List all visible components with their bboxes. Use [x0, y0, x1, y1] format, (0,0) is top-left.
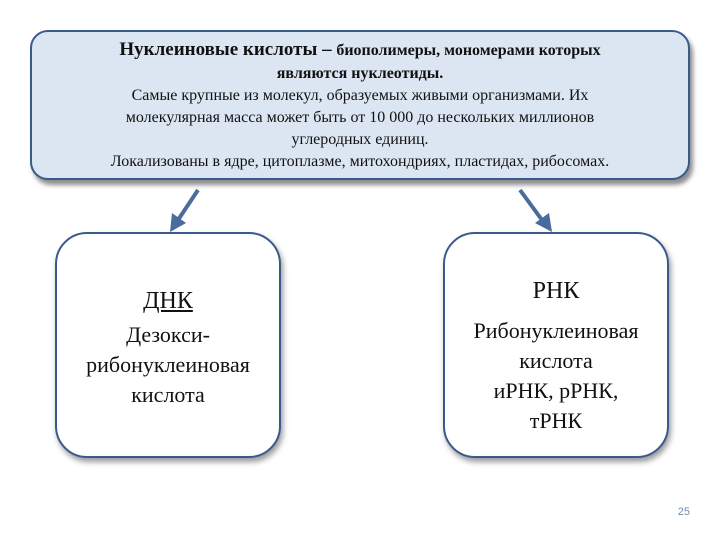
rna-line-2: кислота — [519, 348, 593, 373]
arrow-to-rna — [520, 190, 552, 232]
rna-line-3: иРНК, рРНК, — [493, 378, 619, 403]
description-line-2: молекулярная масса может быть от 10 000 до нескольких миллионов — [125, 109, 595, 126]
dna-box — [55, 232, 281, 458]
definition-dash: – — [317, 39, 337, 60]
arrow-to-dna — [170, 190, 198, 232]
dna-title: ДНК — [143, 288, 193, 314]
dna-line-1: Дезокси- — [126, 322, 210, 347]
dna-description — [57, 320, 279, 410]
dna-line-2: рибонуклеиновая — [86, 352, 250, 377]
description-line-1: Самые крупные из молекул, образуемых живыми организмами. Их — [131, 87, 589, 104]
rna-line-1: Рибонуклеиновая — [473, 318, 639, 343]
page-number: 25 — [677, 506, 690, 518]
rna-line-4: тРНК — [529, 408, 583, 433]
rna-box — [443, 232, 669, 458]
localization-text: Локализованы в ядре, цитоплазме, митохондриях, пластидах, рибосомах. — [110, 153, 610, 170]
definition-text-line2: являются нуклеотиды. — [276, 65, 444, 82]
rna-description — [445, 316, 667, 436]
dna-line-3: кислота — [131, 382, 205, 407]
rna-title: РНК — [532, 278, 580, 304]
definition-term: Нуклеиновые кислоты — [119, 39, 318, 60]
definition-text: биополимеры, мономерами которых — [336, 42, 601, 59]
description-line-3: углеродных единиц. — [291, 131, 429, 148]
